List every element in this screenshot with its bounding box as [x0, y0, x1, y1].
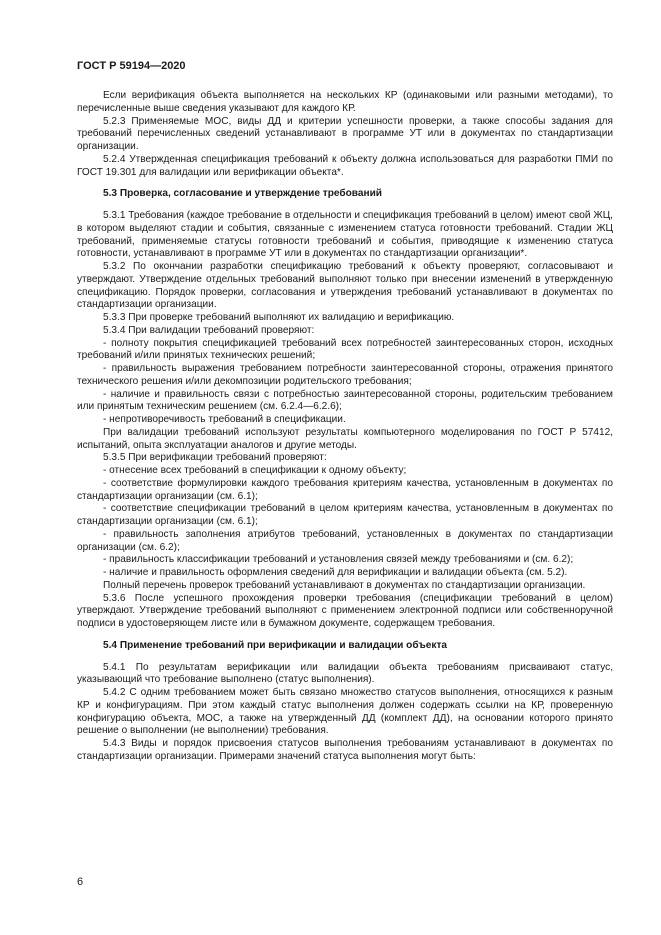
list-item: - соответствие формулировки каждого требования критериям качества, установленным в документах по стандартизации организации (см. 6.1);	[77, 477, 613, 502]
list-item: - полноту покрытия спецификацией требований всех потребностей заинтересованных сторон, исходных требований и/или принятых технических решений;	[77, 337, 613, 362]
list-item: - отнесение всех требований в спецификации к одному объекту;	[103, 465, 407, 476]
section-heading-5-4: 5.4 Применение требований при верификации и валидации объекта	[103, 639, 448, 651]
paragraph: 5.2.3 Применяемые МОС, виды ДД и критерии успешности проверки, а также способы задания для требований перечисленных сведений устанавливают в программе УТ или в документах по стандартизации организации.	[77, 115, 613, 152]
section-heading-5-3: 5.3 Проверка, согласование и утверждение требований	[103, 188, 382, 200]
document-body	[77, 90, 613, 764]
document-code: ГОСТ Р 59194—2020	[77, 60, 186, 72]
list-item: - наличие и правильность связи с потребностью заинтересованной стороны, родительским требованием или принятым техническим решением (см. 6.2.4—6.2.6);	[77, 388, 613, 413]
paragraph: 5.4.3 Виды и порядок присвоения статусов выполнения требованиям устанавливают в документах по стандартизации организации. Примерами значений статуса выполнения могут быть:	[77, 738, 613, 762]
page-number: 6	[77, 876, 84, 888]
paragraph: Если верификация объекта выполняется на нескольких КР (одинаковыми или разными методами), то перечисленные выше сведения указывают для каждого КР.	[77, 90, 613, 114]
paragraph: 5.4.1 По результатам верификации или валидации объекта требованиям присваивают статус, указывающий что требование выполнено (статус выполнения).	[77, 661, 613, 686]
list-item: - непротиворечивость требований в спецификации.	[103, 414, 346, 425]
paragraph: 5.3.1 Требования (каждое требование в отдельности и спецификация требований в целом) имеют свой ЖЦ, в котором выделяют стадии и события, связанные с изменением статуса готовности требований. Стадии ЖЦ требований, применяемые статусы готовности требований и события, приводящие к изменению статуса готовности, устанавливают в программе УТ или в документах по стандартизации организации*.	[77, 210, 613, 260]
list-item: - наличие и правильность оформления сведений для верификации и валидации объекта (см. 5.2).	[103, 567, 568, 578]
paragraph: 5.3.4 При валидации требований проверяют:	[103, 324, 315, 336]
list-item: - правильность классификации требований и установления связей между требованиями и (см. 6.2);	[103, 554, 574, 566]
paragraph: 5.2.4 Утвержденная спецификация требований к объекту должна использоваться для разработки ПМИ по ГОСТ 19.301 для валидации или верификации объекта*.	[77, 153, 613, 178]
paragraph: 5.3.5 При верификации требований проверяют:	[103, 452, 327, 464]
paragraph: 5.3.2 По окончании разработки спецификацию требований к объекту проверяют, согласовывают и утверждают. Утверждение отдельных требований выполняют только при внесении изменений в утвержденную спецификацию. Порядок проверки, согласования и утверждения требований устанавливают в документах по стандартизации организации.	[77, 261, 613, 311]
list-item: - правильность выражения требованием потребности заинтересованной стороны, отражения принятого технического решения и/или декомпозиции родительского требования;	[77, 363, 613, 387]
paragraph: При валидации требований используют результаты компьютерного моделирования по ГОСТ Р 57412, испытаний, опыта эксплуатации аналогов и другие методы.	[77, 426, 613, 451]
list-item: - соответствие спецификации требований в целом критериям качества, установленным в документах по стандартизации организации (см. 6.1);	[77, 503, 613, 527]
list-item: - правильность заполнения атрибутов требований, установленных в документах по стандартизации организации (см. 6.2);	[77, 528, 613, 553]
paragraph: 5.4.2 С одним требованием может быть связано множество статусов выполнения, относящихся к разным КР и конфигурациям. При этом каждый статус выполнения должен содержать ссылки на КР, проверенную конфигурацию объекта, МОС, а также на утвержденный ДД (комплект ДД), на основании которого принято решение о выполнении (не выполнении) требования.	[77, 687, 613, 737]
paragraph: 5.3.3 При проверке требований выполняют их валидацию и верификацию.	[103, 312, 455, 323]
paragraph: Полный перечень проверок требований устанавливают в документах по стандартизации организации.	[103, 579, 586, 591]
paragraph: 5.3.6 После успешного прохождения проверки требования (спецификации требований в целом) утверждают. Утверждение требований выполняют с применением электронной подписи или собственноручной подписи в удостоверяющем листе или в бумажном документе, содержащем требования.	[77, 592, 613, 629]
